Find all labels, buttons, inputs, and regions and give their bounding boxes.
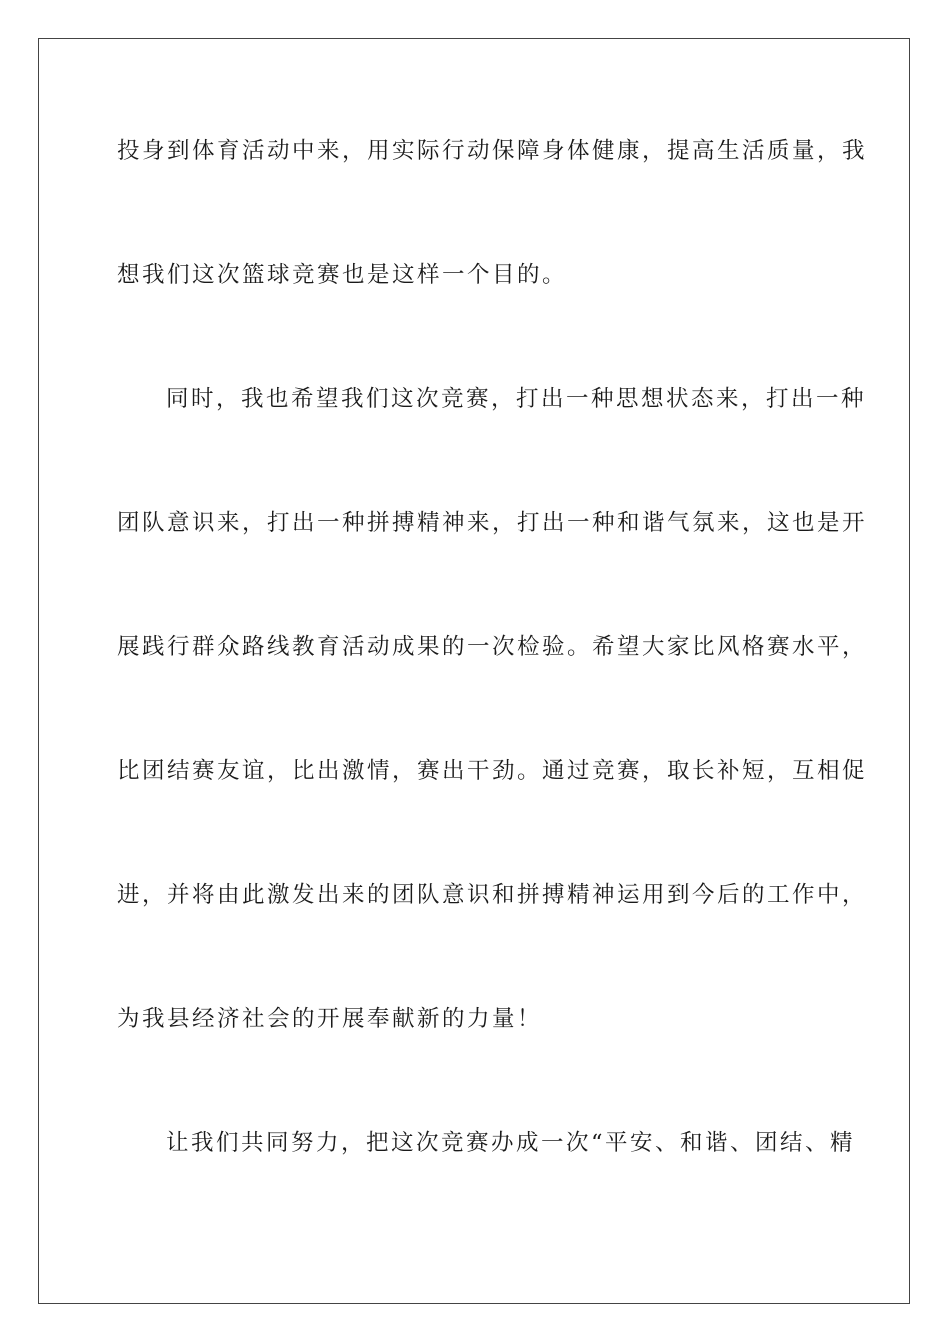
text-line: 团队意识来，打出一种拼搏精神来，打出一种和谐气氛来，这也是开 (117, 510, 868, 536)
text-line: 进，并将由此激发出来的团队意识和拼搏精神运用到今后的工作中， (117, 882, 868, 908)
text-line: 投身到体育活动中来，用实际行动保障身体健康，提高生活质量，我 (117, 138, 868, 164)
paragraph-start-line: 同时，我也希望我们这次竞赛，打出一种思想状态来，打出一种 (166, 386, 867, 412)
text-line: 展践行群众路线教育活动成果的一次检验。希望大家比风格赛水平， (117, 634, 868, 660)
text-line: 比团结赛友谊，比出激情，赛出干劲。通过竞赛，取长补短，互相促 (117, 758, 868, 784)
text-line: 为我县经济社会的开展奉献新的力量！ (117, 1006, 543, 1032)
page-frame (38, 38, 910, 1304)
text-line: 想我们这次篮球竞赛也是这样一个目的。 (117, 262, 568, 288)
paragraph-start-line: 让我们共同努力，把这次竞赛办成一次“平安、和谐、团结、精 (166, 1130, 856, 1156)
